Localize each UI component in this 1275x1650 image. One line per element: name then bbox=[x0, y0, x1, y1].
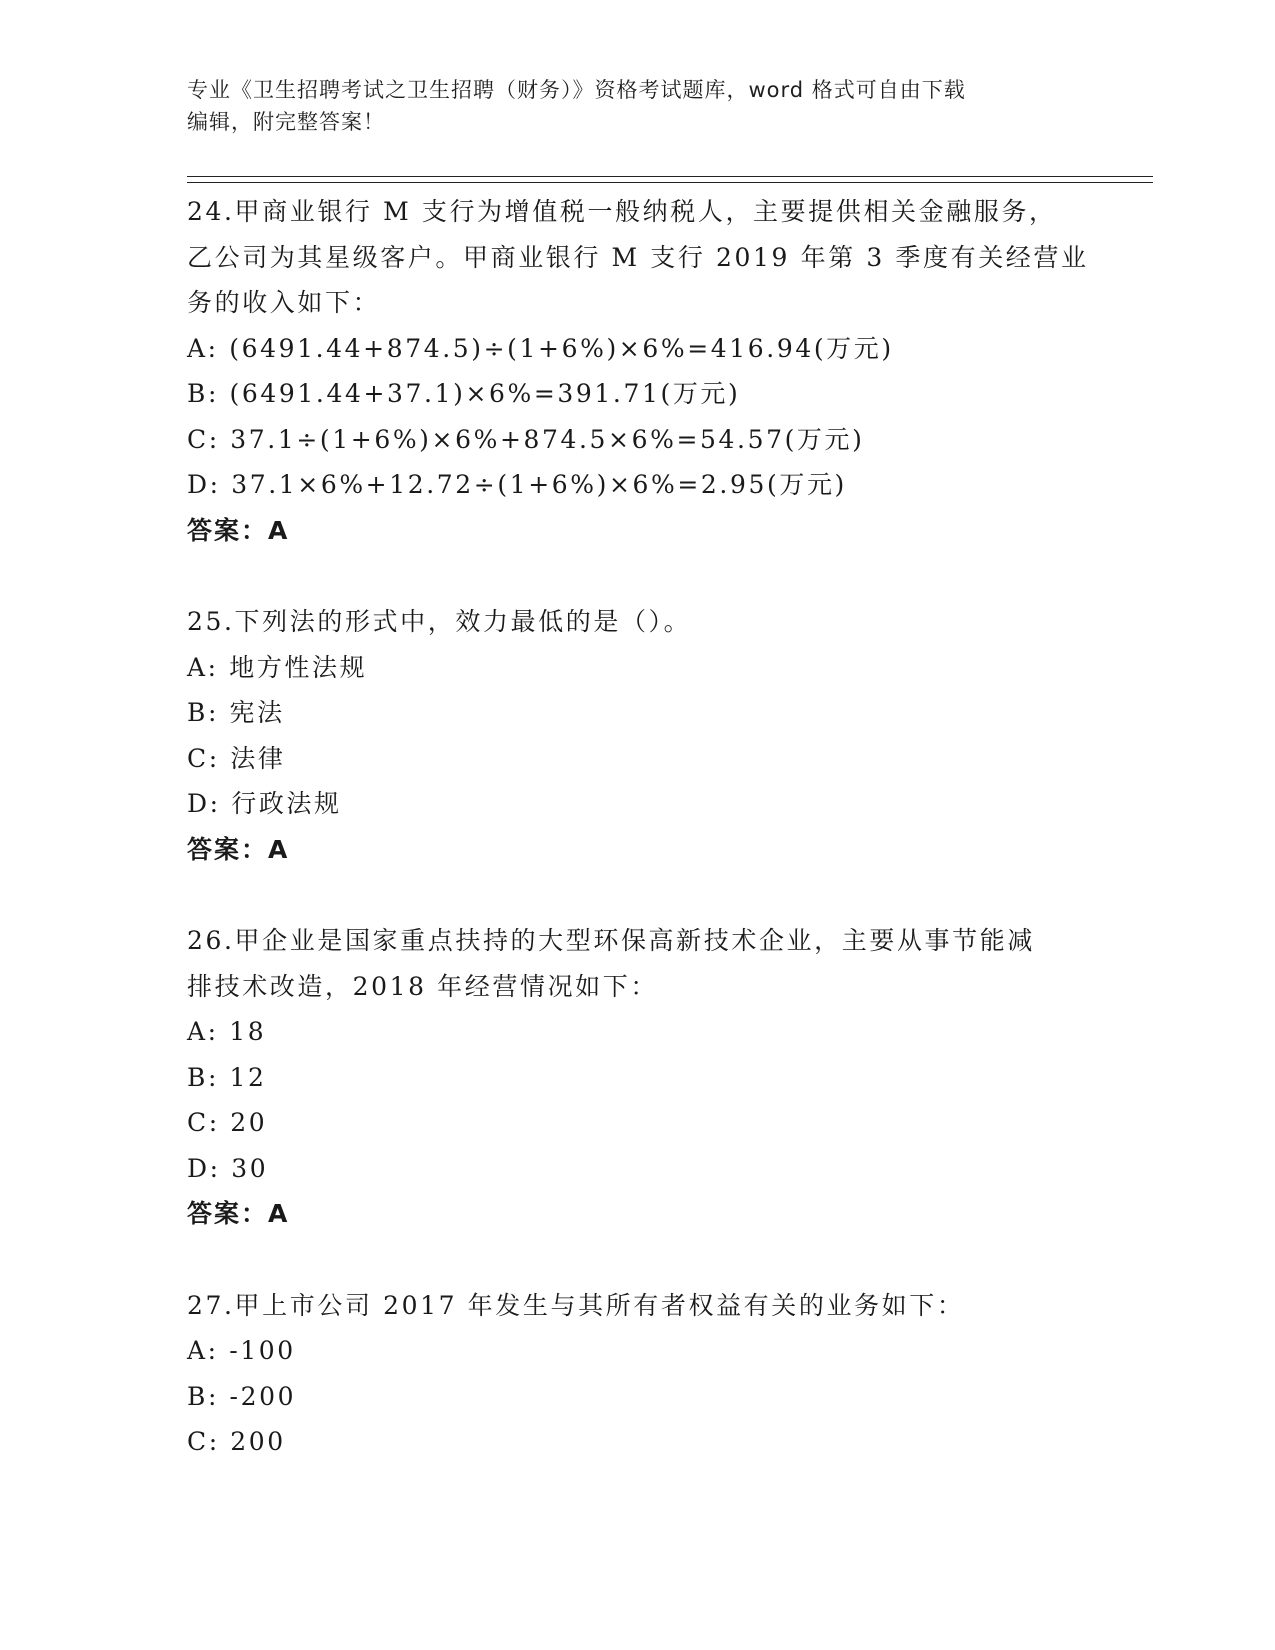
option-b: B: 宪法 bbox=[187, 698, 285, 727]
answer-line: 答案：A bbox=[187, 1199, 290, 1228]
header-line-1: 专业《卫生招聘考试之卫生招聘（财务）》资格考试题库，word 格式可自由下载 bbox=[187, 78, 966, 102]
question-spacer bbox=[187, 872, 1087, 918]
option-c: C: 法律 bbox=[187, 743, 286, 773]
question-stem-line: 24.甲商业银行 M 支行为增值税一般纳税人，主要提供相关金融服务， bbox=[187, 197, 1057, 226]
option-b: B: (6491.44+37.1)×6%=391.71(万元) bbox=[187, 379, 741, 408]
question-25 bbox=[187, 599, 1087, 872]
answer-line: 答案：A bbox=[187, 515, 290, 545]
header-divider-top bbox=[187, 176, 1153, 177]
question-list bbox=[187, 189, 1087, 1465]
document-header bbox=[187, 74, 1087, 138]
option-a: A: 地方性法规 bbox=[187, 652, 368, 682]
question-26 bbox=[187, 918, 1087, 1237]
question-stem-line: 乙公司为其星级客户。甲商业银行 M 支行 2019 年第 3 季度有关经营业 bbox=[187, 242, 1089, 272]
option-d: D: 37.1×6%+12.72÷(1+6%)×6%=2.95(万元) bbox=[187, 470, 847, 499]
question-stem-line: 务的收入如下： bbox=[187, 288, 381, 317]
question-24 bbox=[187, 189, 1087, 553]
option-a: A: (6491.44+874.5)÷(1+6%)×6%=416.94(万元) bbox=[187, 333, 894, 363]
question-stem-line: 25.下列法的形式中，效力最低的是（）。 bbox=[187, 607, 692, 636]
option-c: C: 20 bbox=[187, 1108, 268, 1137]
question-spacer bbox=[187, 553, 1087, 599]
question-stem-line: 27.甲上市公司 2017 年发生与其所有者权益有关的业务如下： bbox=[187, 1290, 965, 1320]
option-a: A: -100 bbox=[187, 1336, 296, 1365]
header-divider-bottom bbox=[187, 182, 1153, 183]
option-c: C: 37.1÷(1+6%)×6%+874.5×6%=54.57(万元) bbox=[187, 424, 865, 454]
question-spacer bbox=[187, 1237, 1087, 1283]
option-a: A: 18 bbox=[187, 1017, 267, 1046]
question-stem-line: 排技术改造，2018 年经营情况如下： bbox=[187, 971, 658, 1001]
option-b: B: -200 bbox=[187, 1381, 297, 1411]
option-d: D: 行政法规 bbox=[187, 789, 342, 818]
header-line-2: 编辑，附完整答案！ bbox=[187, 110, 385, 134]
answer-line: 答案：A bbox=[187, 834, 290, 864]
option-c: C: 200 bbox=[187, 1427, 286, 1456]
option-d: D: 30 bbox=[187, 1153, 269, 1183]
option-b: B: 12 bbox=[187, 1062, 267, 1092]
question-27 bbox=[187, 1283, 1087, 1465]
question-stem-line: 26.甲企业是国家重点扶持的大型环保高新技术企业，主要从事节能减 bbox=[187, 926, 1035, 955]
